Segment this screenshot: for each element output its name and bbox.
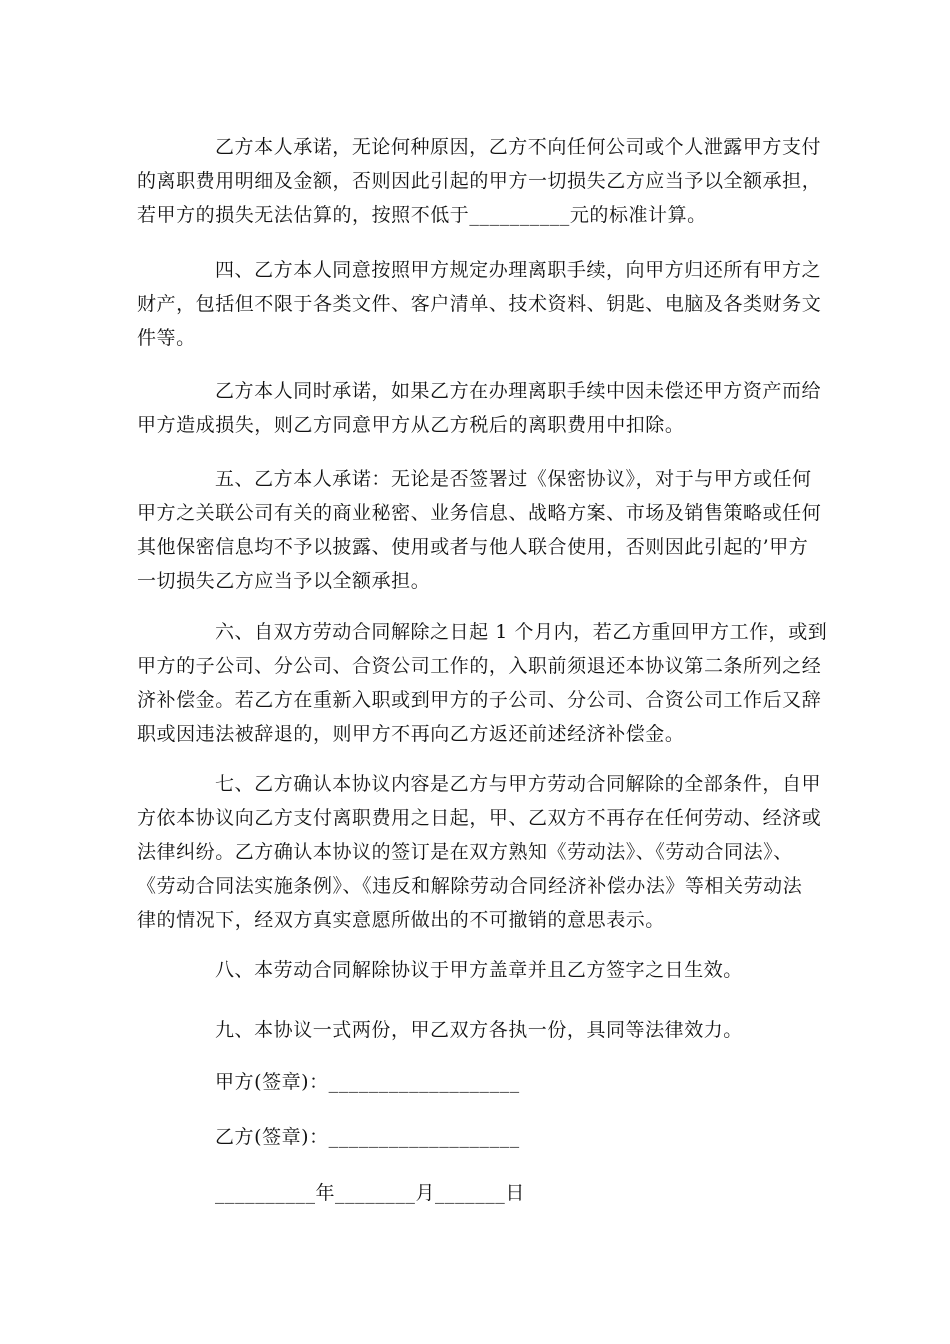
paragraph-line: 财产，包括但不限于各类文件、客户清单、技术资料、钥匙、电脑及各类财务文 bbox=[137, 293, 822, 315]
party-b-signature-line: 乙方(签章)：___________________ bbox=[215, 1126, 520, 1148]
party-a-signature-line: 甲方(签章)：___________________ bbox=[215, 1071, 520, 1093]
clause-9 bbox=[137, 1013, 817, 1047]
paragraph-line: 方依本协议向乙方支付离职费用之日起，甲、乙双方不再存在任何劳动、经济或 bbox=[137, 807, 822, 829]
paragraph-line: 法律纠纷。乙方确认本协议的签订是在双方熟知《劳动法》、《劳动合同法》、 bbox=[137, 841, 793, 863]
paragraph-line: 六、自双方劳动合同解除之日起 1 个月内，若乙方重回甲方工作，或到 bbox=[215, 621, 828, 643]
paragraph-asset-deduction bbox=[137, 374, 822, 442]
clause-8 bbox=[137, 953, 817, 987]
paragraph-line: 四、乙方本人同意按照甲方规定办理离职手续，向甲方归还所有甲方之 bbox=[215, 259, 822, 281]
paragraph-line: 若甲方的损失无法估算的，按照不低于__________元的标准计算。 bbox=[137, 204, 707, 226]
paragraph-line: 八、本劳动合同解除协议于甲方盖章并且乙方签字之日生效。 bbox=[215, 959, 743, 981]
paragraph-line: 的离职费用明细及金额，否则因此引起的甲方一切损失乙方应当予以全额承担， bbox=[137, 170, 822, 192]
paragraph-line: 件等。 bbox=[137, 327, 196, 349]
clause-7 bbox=[137, 767, 822, 937]
paragraph-confidentiality-of-fees bbox=[137, 130, 822, 232]
paragraph-line: 七、乙方确认本协议内容是乙方与甲方劳动合同解除的全部条件，自甲 bbox=[215, 773, 822, 795]
paragraph-line: 五、乙方本人承诺：无论是否签署过《保密协议》，对于与甲方或任何 bbox=[215, 468, 812, 490]
date-line: __________年________月_______日 bbox=[215, 1182, 525, 1204]
paragraph-line: 其他保密信息均不予以披露、使用或者与他人联合使用，否则因此引起的’甲方 bbox=[137, 536, 809, 558]
paragraph-line: 乙方本人同时承诺，如果乙方在办理离职手续中因未偿还甲方资产而给 bbox=[215, 380, 822, 402]
paragraph-line: 济补偿金。若乙方在重新入职或到甲方的子公司、分公司、合资公司工作后又辞 bbox=[137, 689, 822, 711]
paragraph-line: 甲方造成损失，则乙方同意甲方从乙方税后的离职费用中扣除。 bbox=[137, 414, 685, 436]
paragraph-line: 九、本协议一式两份，甲乙双方各执一份，具同等法律效力。 bbox=[215, 1019, 743, 1041]
paragraph-line: 甲方之关联公司有关的商业秘密、业务信息、战略方案、市场及销售策略或任何 bbox=[137, 502, 822, 524]
paragraph-line: 律的情况下，经双方真实意愿所做出的不可撤销的意思表示。 bbox=[137, 909, 665, 931]
clause-4 bbox=[137, 253, 822, 355]
paragraph-line: 职或因违法被辞退的，则甲方不再向乙方返还前述经济补偿金。 bbox=[137, 723, 685, 745]
paragraph-line: 《劳动合同法实施条例》、《违反和解除劳动合同经济补偿办法》等相关劳动法 bbox=[137, 875, 803, 897]
paragraph-line: 乙方本人承诺，无论何种原因，乙方不向任何公司或个人泄露甲方支付 bbox=[215, 136, 822, 158]
paragraph-line: 甲方的子公司、分公司、合资公司工作的，入职前须退还本协议第二条所列之经 bbox=[137, 655, 822, 677]
clause-6 bbox=[137, 615, 828, 751]
clause-5 bbox=[137, 462, 822, 598]
paragraph-line: 一切损失乙方应当予以全额承担。 bbox=[137, 570, 431, 592]
